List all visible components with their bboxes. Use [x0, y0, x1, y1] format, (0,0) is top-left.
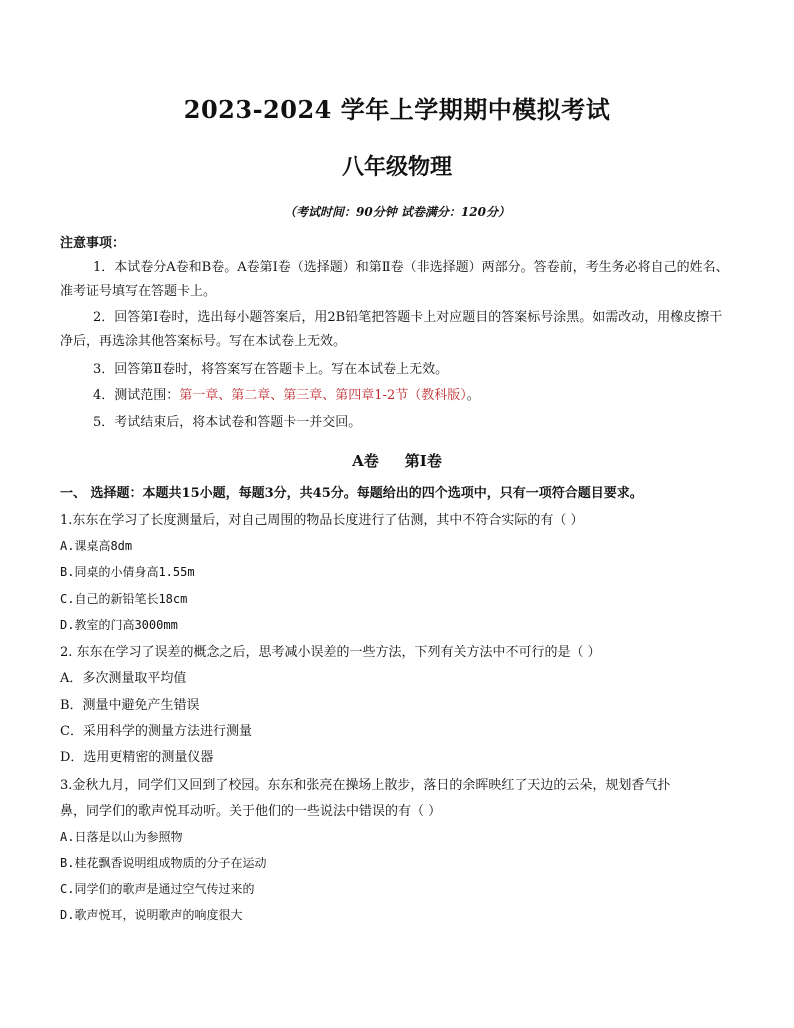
note-item-5: 5．考试结束后，将本试卷和答题卡一并交回。 — [93, 415, 362, 430]
note-item-4-prefix: 4．测试范围： — [93, 388, 180, 403]
question-3-stem-line-1: 3.金秋九月，同学们又回到了校园。东东和张亮在操场上散步，落日的余晖映红了天边的云朵，规划香气扑 — [60, 778, 671, 793]
exam-title: 2023-2024 学年上学期期中模拟考试 — [183, 95, 611, 124]
question-2-option-c: C．采用科学的测量方法进行测量 — [60, 724, 252, 739]
question-2-option-a: A．多次测量取平均值 — [60, 671, 187, 686]
test-scope-text: 第一章、第二章、第三章、第四章1-2节（教科版） — [179, 388, 467, 403]
note-item-4-suffix: 。 — [466, 388, 480, 403]
question-1-option-a: A.课桌高8dm — [60, 539, 133, 553]
volume-label: A卷 — [352, 452, 379, 470]
section-title — [0, 450, 794, 471]
question-3-option-a: A.日落是以山为参照物 — [60, 830, 183, 844]
note-item-2: 2．回答第Ⅰ卷时，选出每小题答案后，用2B铅笔把答题卡上对应题目的答案标号涂黑。如需改动，用橡皮擦干净后，再选涂其他答案标号。写在本试卷上无效。 — [60, 310, 723, 349]
question-2-option-d: D．选用更精密的测量仪器 — [60, 750, 214, 765]
question-3-option-c: C.同学们的歌声是通过空气传过来的 — [60, 882, 255, 896]
choice-section-heading: 一、 选择题：本题共15小题，每题3分，共45分。每题给出的四个选项中，只有一项符合题目要求。 — [60, 486, 643, 501]
exam-subject: 八年级物理 — [341, 154, 452, 180]
question-3-stem-line-2: 鼻，同学们的歌声悦耳动听。关于他们的一些说法中错误的有（ ） — [60, 804, 442, 819]
question-3-option-d: D.歌声悦耳，说明歌声的响度很大 — [60, 908, 243, 922]
question-1-option-b: B.同桌的小倩身高1.55m — [60, 565, 195, 579]
question-1-option-c: C.自己的新铅笔长18cm — [60, 592, 188, 606]
question-3-option-b: B.桂花飘香说明组成物质的分子在运动 — [60, 856, 267, 870]
question-2-option-b: B．测量中避免产生错误 — [60, 698, 200, 713]
exam-duration-info: （考试时间：90分钟 试卷满分：120分） — [284, 205, 510, 219]
note-item-3: 3．回答第Ⅱ卷时，将答案写在答题卡上。写在本试卷上无效。 — [93, 362, 449, 377]
notes-heading: 注意事项： — [60, 236, 126, 251]
part-label: 第Ⅰ卷 — [404, 452, 442, 470]
note-item-4 — [60, 384, 732, 408]
question-1-option-d: D.教室的门高3000mm — [60, 618, 178, 632]
question-1-stem: 1.东东在学习了长度测量后，对自己周围的物品长度进行了估测，其中不符合实际的有（ ） — [60, 513, 584, 528]
note-item-1: 1．本试卷分A卷和B卷。A卷第Ⅰ卷（选择题）和第Ⅱ卷（非选择题）两部分。答卷前，考生务必将自己的姓名、准考证号填写在答题卡上。 — [60, 260, 729, 299]
question-2-stem: 2. 东东在学习了误差的概念之后，思考减小误差的一些方法，下列有关方法中不可行的是（ ） — [60, 645, 601, 660]
